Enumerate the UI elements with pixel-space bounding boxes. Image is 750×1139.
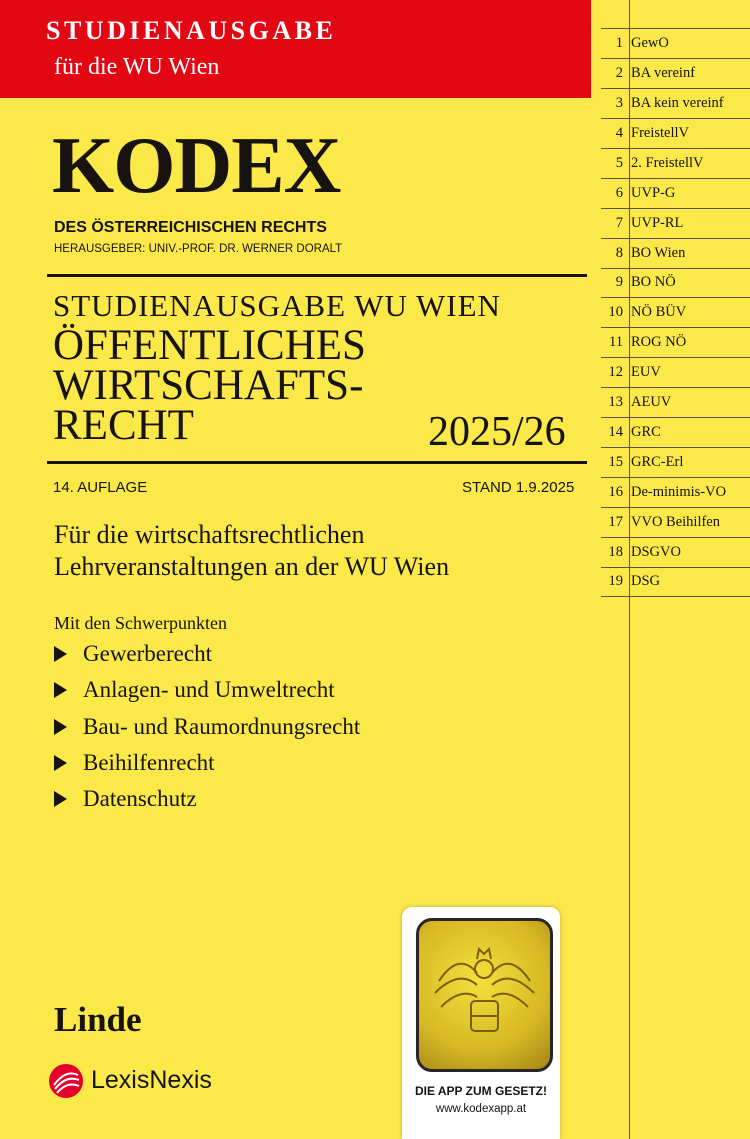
title-line: WIRTSCHAFTS- bbox=[53, 362, 364, 409]
register-tab[interactable] bbox=[601, 148, 750, 178]
editor-line: HERAUSGEBER: UNIV.-PROF. DR. WERNER DORALT bbox=[54, 243, 343, 255]
register-tab[interactable] bbox=[601, 417, 750, 447]
triangle-bullet-icon bbox=[54, 719, 67, 735]
tab-label: BA kein vereinf bbox=[631, 94, 724, 111]
list-item bbox=[54, 781, 360, 817]
register-tabs bbox=[601, 28, 750, 597]
tab-label: BA vereinf bbox=[631, 64, 696, 81]
triangle-bullet-icon bbox=[54, 682, 67, 698]
tab-label: VVO Beihilfen bbox=[631, 513, 720, 530]
app-headline: DIE APP ZUM GESETZ! bbox=[414, 1084, 547, 1098]
lexisnexis-logo-icon bbox=[48, 1063, 84, 1099]
list-item bbox=[54, 636, 360, 672]
edition-number: 14. AUFLAGE bbox=[53, 479, 148, 496]
brand-title: KODEX bbox=[52, 122, 341, 210]
tab-label: UVP-RL bbox=[631, 214, 684, 231]
description-line: Lehrveranstaltungen an der WU Wien bbox=[54, 552, 450, 581]
list-item bbox=[54, 709, 360, 745]
list-item bbox=[54, 672, 360, 708]
register-tab[interactable] bbox=[601, 297, 750, 327]
tab-label: De-minimis-VO bbox=[631, 484, 727, 501]
tab-label: GewO bbox=[631, 34, 669, 51]
tab-label: NÖ BÜV bbox=[631, 304, 687, 321]
list-item bbox=[54, 745, 360, 781]
tab-number: 14 bbox=[608, 424, 623, 441]
red-banner bbox=[0, 0, 591, 98]
register-tab[interactable] bbox=[601, 327, 750, 357]
tab-label: GRC bbox=[631, 424, 661, 441]
tab-number: 19 bbox=[608, 573, 623, 590]
register-tab[interactable] bbox=[601, 507, 750, 537]
focus-item-label: Gewerberecht bbox=[83, 641, 212, 667]
description bbox=[54, 519, 449, 583]
banner-title: STUDIENAUSGABE bbox=[46, 16, 337, 45]
title-line: ÖFFENTLICHES bbox=[53, 322, 366, 369]
tab-label: GRC-Erl bbox=[631, 454, 684, 471]
tab-number: 4 bbox=[615, 124, 623, 141]
register-tab[interactable] bbox=[601, 178, 750, 208]
tab-number: 2 bbox=[615, 64, 623, 81]
tab-number: 13 bbox=[608, 394, 623, 411]
app-url[interactable]: www.kodexapp.at bbox=[435, 1103, 527, 1115]
register-tab[interactable] bbox=[601, 567, 750, 597]
linde-logo: Linde bbox=[54, 1000, 142, 1039]
tab-number: 12 bbox=[608, 364, 623, 381]
tab-number: 9 bbox=[615, 274, 623, 291]
tab-label: ROG NÖ bbox=[631, 334, 687, 351]
tab-number: 17 bbox=[608, 513, 623, 530]
tab-label: BO NÖ bbox=[631, 274, 676, 291]
register-tab[interactable] bbox=[601, 268, 750, 298]
lexisnexis-wordmark: LexisNexis bbox=[91, 1066, 212, 1094]
tab-number: 11 bbox=[609, 334, 623, 351]
register-tab[interactable] bbox=[601, 58, 750, 88]
description-line: Für die wirtschaftsrechtlichen bbox=[54, 520, 365, 549]
register-tab[interactable] bbox=[601, 208, 750, 238]
tab-number: 16 bbox=[608, 484, 623, 501]
focus-item-label: Bau- und Raumordnungsrecht bbox=[83, 713, 361, 739]
tab-label: DSGVO bbox=[631, 543, 681, 560]
register-tab[interactable] bbox=[601, 88, 750, 118]
tab-label: EUV bbox=[631, 364, 661, 381]
focus-item-label: Datenschutz bbox=[83, 786, 197, 812]
focus-list bbox=[54, 636, 360, 817]
register-tab[interactable] bbox=[601, 118, 750, 148]
tab-number: 18 bbox=[608, 543, 623, 560]
banner-subtitle: für die WU Wien bbox=[54, 54, 220, 80]
tab-label: AEUV bbox=[631, 394, 672, 411]
tab-number: 8 bbox=[615, 244, 623, 261]
tab-number: 5 bbox=[615, 154, 623, 171]
book-title bbox=[53, 322, 366, 449]
status-date: STAND 1.9.2025 bbox=[462, 479, 575, 496]
tab-number: 10 bbox=[608, 304, 623, 321]
triangle-bullet-icon bbox=[54, 755, 67, 771]
tab-number: 1 bbox=[615, 34, 623, 51]
divider-bottom bbox=[47, 461, 587, 464]
tab-number: 6 bbox=[615, 184, 623, 201]
eagle-emblem-icon bbox=[419, 921, 550, 1069]
tab-number: 3 bbox=[615, 94, 623, 111]
register-tab[interactable] bbox=[601, 387, 750, 417]
app-screen bbox=[416, 918, 553, 1072]
register-tab[interactable] bbox=[601, 357, 750, 387]
focus-item-label: Anlagen- und Umweltrecht bbox=[83, 677, 335, 703]
tab-label: DSG bbox=[631, 573, 661, 590]
register-tab[interactable] bbox=[601, 477, 750, 507]
tab-label: FreistellV bbox=[631, 124, 689, 141]
register-tab[interactable] bbox=[601, 238, 750, 268]
tab-label: UVP-G bbox=[631, 184, 676, 201]
focus-intro: Mit den Schwerpunkten bbox=[54, 613, 227, 633]
edition-year: 2025/26 bbox=[428, 409, 566, 455]
triangle-bullet-icon bbox=[54, 646, 67, 662]
divider-top bbox=[47, 274, 587, 277]
tab-number: 7 bbox=[615, 214, 623, 231]
focus-item-label: Beihilfenrecht bbox=[83, 750, 215, 776]
title-line: RECHT bbox=[53, 402, 194, 449]
tab-label: 2. FreistellV bbox=[631, 154, 704, 171]
triangle-bullet-icon bbox=[54, 791, 67, 807]
edition-line: STUDIENAUSGABE WU WIEN bbox=[53, 288, 501, 323]
register-tab[interactable] bbox=[601, 447, 750, 477]
brand-subtitle: DES ÖSTERREICHISCHEN RECHTS bbox=[54, 219, 327, 236]
register-tab[interactable] bbox=[601, 28, 750, 58]
tab-label: BO Wien bbox=[631, 244, 686, 261]
register-tab[interactable] bbox=[601, 537, 750, 567]
tab-number: 15 bbox=[608, 454, 623, 471]
